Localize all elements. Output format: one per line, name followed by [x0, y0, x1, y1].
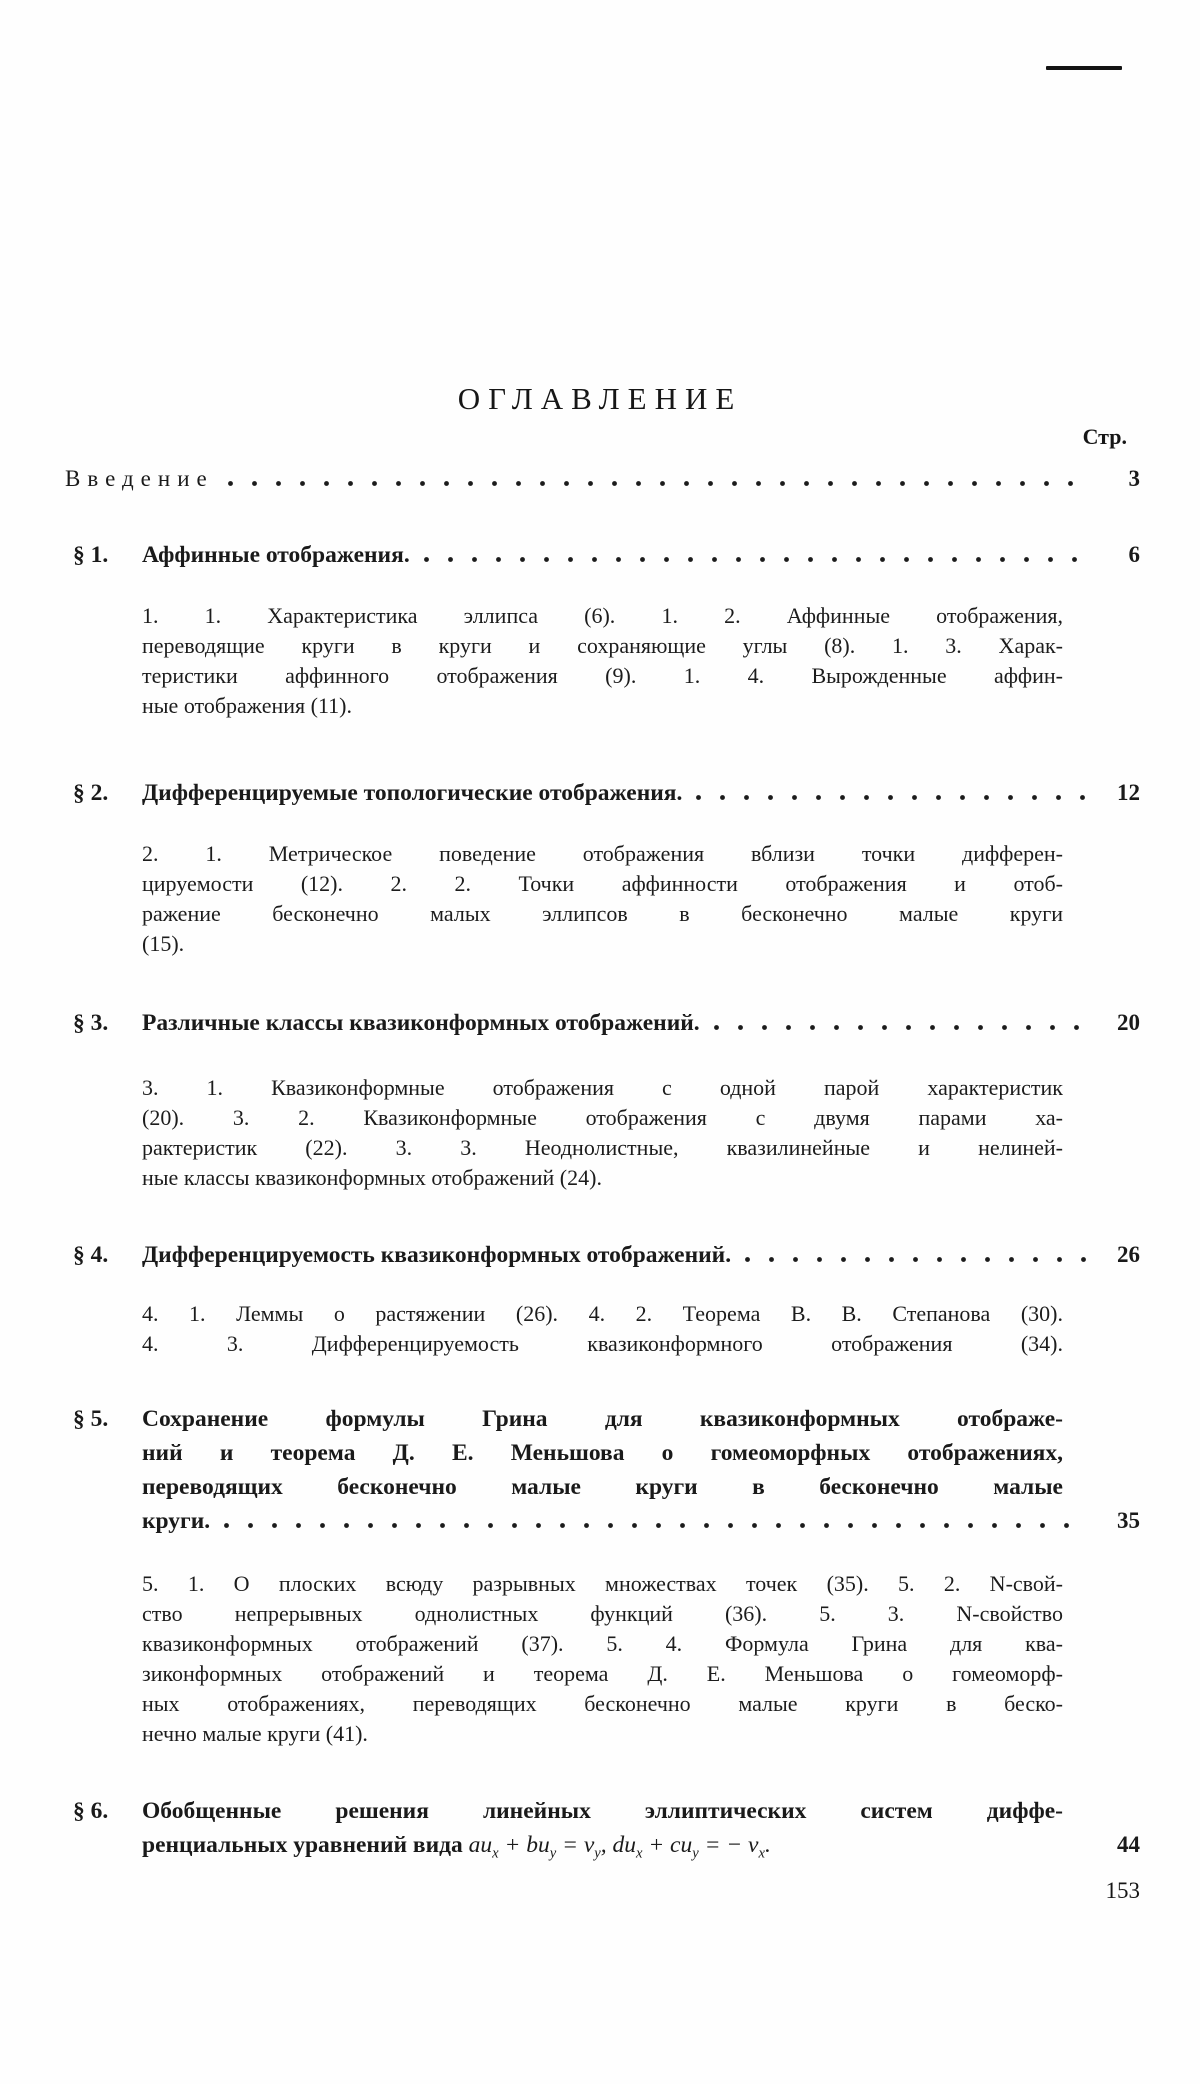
section-heading-line: [73, 1402, 1140, 1436]
subtext-line: 5. 1. О плоских всюду разрывных множествах точек (35). 5. 2. N-свой-: [142, 1571, 1063, 1596]
subtext-line: ные классы квазиконформных отображений (24).: [142, 1165, 602, 1190]
section-title: Обобщенные решения линейных эллиптических систем диффе-: [142, 1798, 1063, 1824]
subtext-line: ражение бесконечно малых эллипсов в бесконечно малые круги: [142, 901, 1063, 926]
subtext-line: 4. 1. Леммы о растяжении (26). 4. 2. Теорема В. В. Степанова (30).: [142, 1301, 1063, 1326]
subtext-line: зиконформных отображений и теорема Д. Е. Меньшова о гомеоморф-: [142, 1661, 1063, 1686]
leader-dots: [424, 557, 1086, 562]
page-column-header: Стр.: [1082, 424, 1127, 449]
subtext-line: рактеристик (22). 3. 3. Неоднолистные, квазилинейные и нелиней-: [142, 1135, 1063, 1160]
subtext-line: 1. 1. Характеристика эллипса (6). 1. 2. Аффинные отображения,: [142, 603, 1063, 628]
toc-entry-section-5: [73, 1402, 1140, 1538]
toc-entry-section-2: [73, 778, 1140, 808]
page-ref: 44: [1117, 1832, 1140, 1857]
section-title-end: круги.: [142, 1508, 211, 1534]
intro-label: Введение: [65, 466, 214, 491]
toc-entry-section-6: [73, 1794, 1140, 1862]
page-title: ОГЛАВЛЕНИЕ: [457, 381, 743, 416]
section-3-subentries: [142, 1073, 1063, 1193]
subtext-line: переводящие круги в круги и сохраняющие углы (8). 1. 3. Харак-: [142, 633, 1063, 658]
section-number: § 5.: [73, 1406, 109, 1432]
subtext-line: нечно малые круги (41).: [142, 1721, 368, 1746]
page-ref: 35: [1117, 1508, 1140, 1533]
equation: ренциальных уравнений вида $au_x + bu_y = v_y$, $du_x + cu_y$ = − $v_x$.: [142, 1832, 771, 1862]
subtext-line: 2. 1. Метрическое поведение отображения вблизи точки дифферен-: [142, 841, 1063, 866]
section-2-subentries: [142, 839, 1063, 959]
leader-dots: [714, 1025, 1086, 1030]
subtext-line: квазиконформных отображений (37). 5. 4. Формула Грина для ква-: [142, 1631, 1063, 1656]
folio-page-number: 153: [1105, 1878, 1140, 1903]
subtext-line: теристики аффинного отображения (9). 1. 4. Вырожденные аффин-: [142, 663, 1063, 688]
section-heading-line: переводящих бесконечно малые круги в бесконечно малые: [142, 1474, 1063, 1500]
section-heading-line: [73, 1794, 1140, 1828]
section-number: § 2.: [73, 780, 109, 806]
section-heading-line: [142, 1828, 1140, 1862]
section-1-subentries: [142, 601, 1063, 721]
leader-dots: [696, 795, 1086, 800]
subtext-line: ных отображениях, переводящих бесконечно малые круги в беско-: [142, 1691, 1063, 1716]
leader-dots: [228, 481, 1086, 486]
subtext-line: ные отображения (11).: [142, 693, 352, 718]
section-number: § 4.: [73, 1242, 109, 1268]
section-number: § 6.: [73, 1798, 109, 1824]
toc-entry-section-1: [73, 540, 1140, 570]
section-heading-line: [142, 1504, 1140, 1538]
page-ref: 12: [1117, 780, 1140, 805]
page-ref: 6: [1128, 542, 1140, 567]
section-number: § 1.: [73, 542, 109, 568]
subtext-line: цируемости (12). 2. 2. Точки аффинности отображения и отоб-: [142, 871, 1063, 896]
section-title: Аффинные отображения.: [142, 542, 410, 568]
subtext-line: 3. 1. Квазиконформные отображения с одной парой характеристик: [142, 1075, 1063, 1100]
section-title: Дифференцируемые топологические отображения.: [142, 780, 683, 806]
leader-dots: [224, 1523, 1086, 1528]
page-ref: 3: [1128, 466, 1140, 491]
subtext-line: (20). 3. 2. Квазиконформные отображения с двумя парами ха-: [142, 1105, 1063, 1130]
subtext-line: (15).: [142, 931, 185, 956]
page-ref: 26: [1117, 1242, 1140, 1267]
section-title: Сохранение формулы Грина для квазиконформных отображе-: [142, 1406, 1063, 1432]
section-number: § 3.: [73, 1010, 109, 1036]
section-4-subentries: [142, 1299, 1063, 1359]
toc-entry-intro: [65, 464, 1140, 494]
section-title: Различные классы квазиконформных отображений.: [142, 1010, 700, 1036]
subtext-line: 4. 3. Дифференцируемость квазиконформного отображения (34).: [142, 1331, 1063, 1356]
section-heading-line: ний и теорема Д. Е. Меньшова о гомеоморфных отображениях,: [142, 1440, 1063, 1466]
subtext-line: ство непрерывных однолистных функций (36). 5. 3. N-свойство: [142, 1601, 1063, 1626]
leader-dots: [745, 1257, 1086, 1262]
top-corner-rule: [1046, 66, 1122, 70]
page-ref: 20: [1117, 1010, 1140, 1035]
toc-entry-section-3: [73, 1008, 1140, 1038]
section-title: Дифференцируемость квазиконформных отображений.: [142, 1242, 732, 1268]
section-5-subentries: [142, 1569, 1063, 1749]
toc-entry-section-4: [73, 1240, 1140, 1270]
